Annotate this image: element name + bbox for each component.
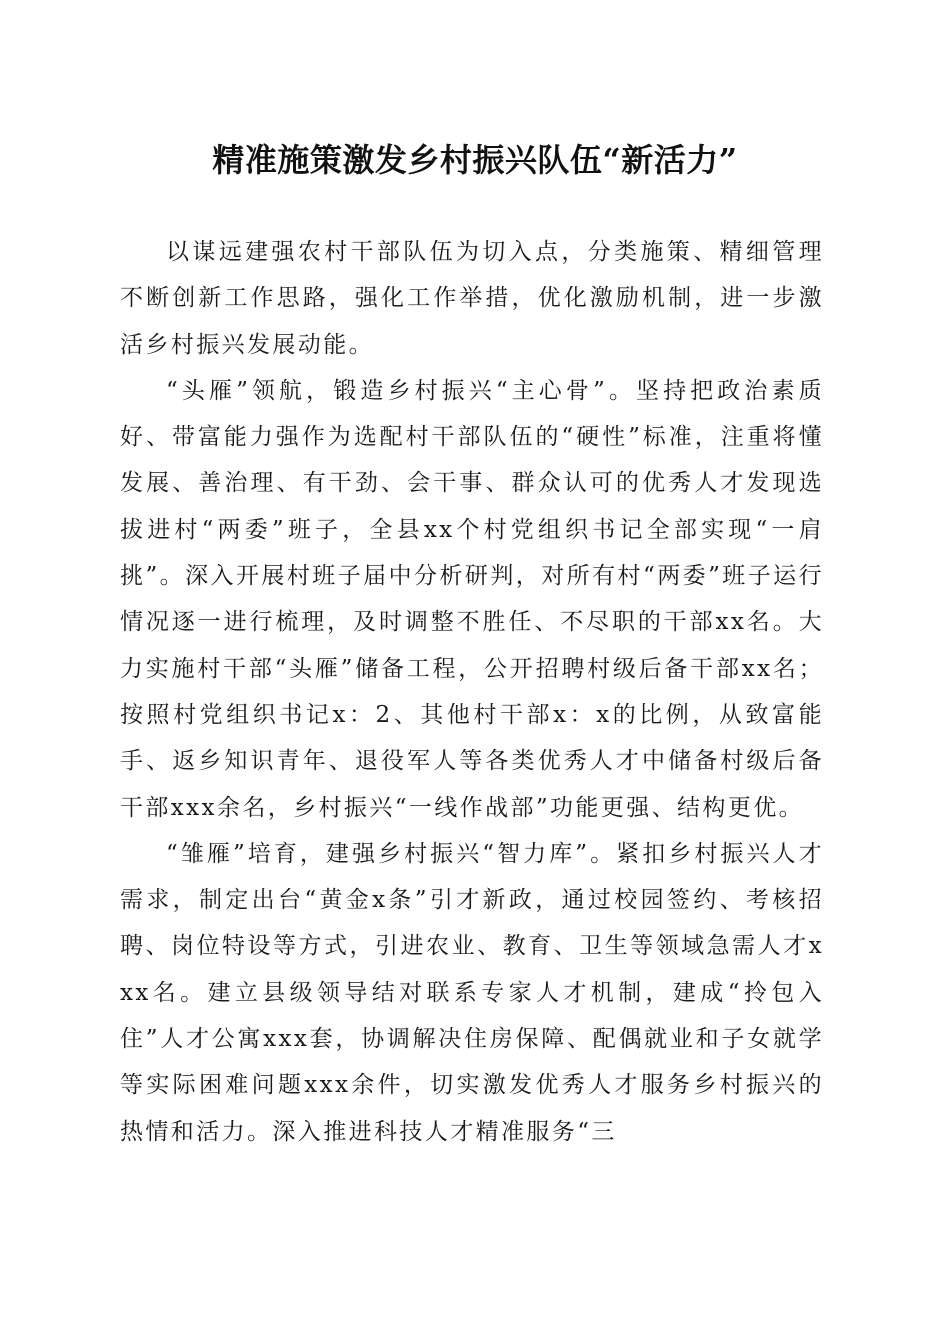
paragraph-young-goose: “雏雁”培育，建强乡村振兴“智力库”。紧扣乡村振兴人才需求，制定出台“黄金x条”引才新政，通过校园签约、考核招聘、岗位特设等方式，引进农业、教育、卫生等领域急需人才xxx名。建立县级领导结对联系专家人才机制，建成“拎包入住”人才公寓xxx套，协调解决住房保障、配偶就业和子女就学等实际困难问题xxx余件，切实激发优秀人才服务乡村振兴的热情和活力。深入推进科技人才精准服务“三 <box>120 840 824 1145</box>
paragraph-head-goose: “头雁”领航，锻造乡村振兴“主心骨”。坚持把政治素质好、带富能力强作为选配村干部队伍的“硬性”标准，注重将懂发展、善治理、有干劲、会干事、群众认可的优秀人才发现选拔进村“两委”班子，全县xx个村党组织书记全部实现“一肩挑”。深入开展村班子届中分析研判，对所有村“两委”班子运行情况逐一进行梳理，及时调整不胜任、不尽职的干部xx名。大力实施村干部“头雁”储备工程，公开招聘村级后备干部xx名；按照村党组织书记x：2、其他村干部x：x的比例，从致富能手、返乡知识青年、退役军人等各类优秀人才中储备村级后备干部xxx余名，乡村振兴“一线作战部”功能更强、结构更优。 <box>120 377 824 821</box>
document-title: 精准施策激发乡村振兴队伍“新活力” <box>212 141 738 179</box>
paragraph-intro: 以谋远建强农村干部队伍为切入点，分类施策、精细管理不断创新工作思路，强化工作举措，优化激励机制，进一步激活乡村振兴发展动能。 <box>120 239 824 358</box>
document-body <box>120 229 824 1155</box>
